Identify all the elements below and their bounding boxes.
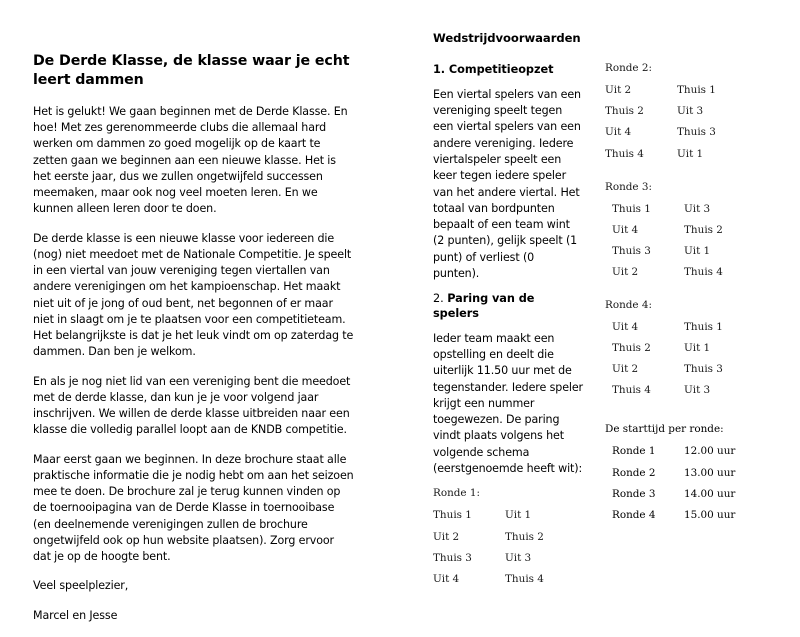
pair-black: Thuis 4 bbox=[684, 266, 723, 279]
round-2-pairing-table bbox=[605, 80, 790, 165]
pair-white: Thuis 4 bbox=[612, 384, 651, 397]
table-row bbox=[612, 441, 735, 462]
round-4-pairing-table bbox=[612, 317, 797, 402]
intro-paragraph-3: En als je nog niet lid van een vereniging bent die meedoet met de derde klasse, dan kun je je voor volgend jaar inschrijven. We willen de derde klasse uitbreiden naar een klasse die volledig parallel loopt aan de KNDB competitie. bbox=[33, 374, 351, 437]
signature-line: Marcel en Jesse bbox=[33, 608, 118, 622]
start-times-label: De starttijd per ronde: bbox=[605, 423, 724, 436]
pair-black: Uit 1 bbox=[684, 341, 711, 354]
pair-black: Uit 3 bbox=[505, 551, 532, 564]
start-times-block bbox=[605, 423, 790, 526]
page-title: De Derde Klasse, de klasse waar je echt leert dammen bbox=[33, 53, 350, 88]
pair-black: Uit 1 bbox=[684, 245, 711, 258]
subsection-number: 2. bbox=[433, 292, 448, 306]
round-2-block bbox=[605, 62, 790, 165]
table-row bbox=[605, 122, 790, 143]
start-round-time: 13.00 uur bbox=[684, 466, 736, 479]
middle-column bbox=[433, 31, 583, 590]
table-row bbox=[612, 220, 797, 241]
table-row bbox=[612, 241, 797, 262]
table-row bbox=[433, 569, 583, 590]
pair-black: Uit 1 bbox=[677, 147, 704, 160]
table-row bbox=[612, 199, 797, 220]
table-row bbox=[612, 338, 797, 359]
round-4-label: Ronde 4: bbox=[605, 298, 652, 311]
paring-body: Ieder team maakt een opstelling en deelt die uiterlijk 11.50 uur met de tegenstander. Iedere speler krijgt een nummer toegewezen. De paring vindt plaats volgens het volgende schema (eerstgenoemde heeft wit): bbox=[433, 331, 584, 476]
start-round-name: Ronde 4 bbox=[612, 508, 656, 521]
pair-black: Thuis 3 bbox=[684, 362, 723, 375]
pair-white: Uit 2 bbox=[605, 84, 632, 97]
pair-white: Uit 4 bbox=[605, 126, 632, 139]
table-row bbox=[605, 144, 790, 165]
pair-white: Thuis 2 bbox=[605, 105, 644, 118]
round-4-block bbox=[605, 299, 790, 402]
table-row bbox=[612, 317, 797, 338]
round-3-pairing-table bbox=[612, 199, 797, 284]
start-round-time: 15.00 uur bbox=[684, 508, 736, 521]
table-row bbox=[433, 527, 583, 548]
pair-white: Thuis 2 bbox=[612, 341, 651, 354]
pair-black: Thuis 2 bbox=[505, 530, 544, 543]
pair-black: Uit 3 bbox=[677, 105, 704, 118]
pair-white: Thuis 3 bbox=[612, 245, 651, 258]
start-round-name: Ronde 2 bbox=[612, 466, 656, 479]
subsection-title-text: Paring van de spelers bbox=[433, 292, 535, 320]
table-row bbox=[433, 548, 583, 569]
round-2-label: Ronde 2: bbox=[605, 62, 652, 74]
subsection-heading-paring bbox=[433, 292, 583, 321]
intro-paragraph-4: Maar eerst gaan we beginnen. In deze brochure staat alle praktische informatie die je nodig hebt om aan het seizoen mee te doen. De brochure zal je terug kunnen vinden op de toernooipagina van de Derde Klasse in toernooibase (en deelnemende verenigingen zullen de brochure ongetwijfeld ook op hun website plaatsen). Zorg ervoor dat je op de hoogte bent. bbox=[33, 452, 354, 563]
pair-white: Thuis 1 bbox=[612, 202, 651, 215]
pair-black: Thuis 3 bbox=[677, 126, 716, 139]
left-column bbox=[33, 52, 355, 637]
pair-black: Uit 3 bbox=[684, 202, 711, 215]
pair-white: Thuis 3 bbox=[433, 551, 472, 564]
round-3-block bbox=[605, 181, 790, 284]
pair-white: Uit 2 bbox=[612, 266, 639, 279]
pair-white: Thuis 4 bbox=[605, 147, 644, 160]
round-1-label: Ronde 1: bbox=[433, 487, 480, 500]
pair-black: Thuis 1 bbox=[677, 84, 716, 97]
pair-white: Uit 2 bbox=[433, 530, 460, 543]
pair-white: Uit 4 bbox=[612, 224, 639, 237]
intro-paragraph-1: Het is gelukt! We gaan beginnen met de Derde Klasse. En hoe! Met zes gerenommeerde clubs die allemaal hard werken om dammen zo goed mogelijk op de kaart te zetten gaan we beginnen aan een nieuwe klasse. Het is het eerste jaar, dus we zullen ongetwijfeld successen meemaken, maar ook nog veel moeten leren. En we kunnen alleen leren door te doen. bbox=[33, 104, 348, 216]
pair-black: Thuis 1 bbox=[684, 320, 723, 333]
pair-black: Thuis 2 bbox=[684, 224, 723, 237]
start-round-time: 12.00 uur bbox=[684, 445, 736, 458]
start-round-name: Ronde 3 bbox=[612, 487, 656, 500]
subsection-heading-competitieopzet: 1. Competitieopzet bbox=[433, 63, 554, 77]
start-times-table bbox=[612, 441, 735, 526]
pair-white: Uit 4 bbox=[433, 572, 460, 585]
table-row bbox=[612, 262, 797, 283]
round-1-pairing-table bbox=[433, 505, 583, 590]
table-row bbox=[605, 101, 790, 122]
table-row bbox=[605, 80, 790, 101]
competitieopzet-body: Een viertal spelers van een vereniging speelt tegen een viertal spelers van een andere vereniging. Iedere viertalspeler speelt een keer tegen iedere speler van het andere viertal. Het totaal van bordpunten bepaalt of een team wint (2 punten), gelijk speelt (1 punt) of verliest (0 punten). bbox=[433, 87, 581, 280]
table-row bbox=[612, 505, 735, 526]
table-row bbox=[612, 380, 797, 401]
pair-white: Thuis 1 bbox=[433, 509, 472, 522]
table-row bbox=[433, 505, 583, 526]
table-row bbox=[612, 359, 797, 380]
section-heading-wedstrijdvoorwaarden: Wedstrijdvoorwaarden bbox=[433, 31, 581, 45]
pair-white: Uit 4 bbox=[612, 320, 639, 333]
pair-white: Uit 2 bbox=[612, 362, 639, 375]
pair-black: Thuis 4 bbox=[505, 572, 544, 585]
right-column bbox=[605, 62, 790, 526]
closing-line: Veel speelplezier, bbox=[33, 579, 129, 593]
start-round-name: Ronde 1 bbox=[612, 445, 656, 458]
table-row bbox=[612, 462, 735, 483]
pair-black: Uit 1 bbox=[505, 509, 532, 522]
intro-paragraph-2: De derde klasse is een nieuwe klasse voor iedereen die (nog) niet meedoet met de Nationale Competitie. Je speelt in een viertal van jouw vereniging tegen viertallen van andere verenigingen om het kampioenschap. Het maakt niet uit of je jong of oud bent, net begonnen of er maar niet in slaagt om je te plaatsen voor een competitieteam. Het belangrijkste is dat je het leuk vindt om op zaterdag te dammen. Dan ben je welkom. bbox=[33, 231, 354, 359]
start-round-time: 14.00 uur bbox=[684, 487, 736, 500]
round-1-block bbox=[433, 487, 583, 590]
pair-black: Uit 3 bbox=[684, 384, 711, 397]
round-3-label: Ronde 3: bbox=[605, 180, 652, 193]
table-row bbox=[612, 484, 735, 505]
